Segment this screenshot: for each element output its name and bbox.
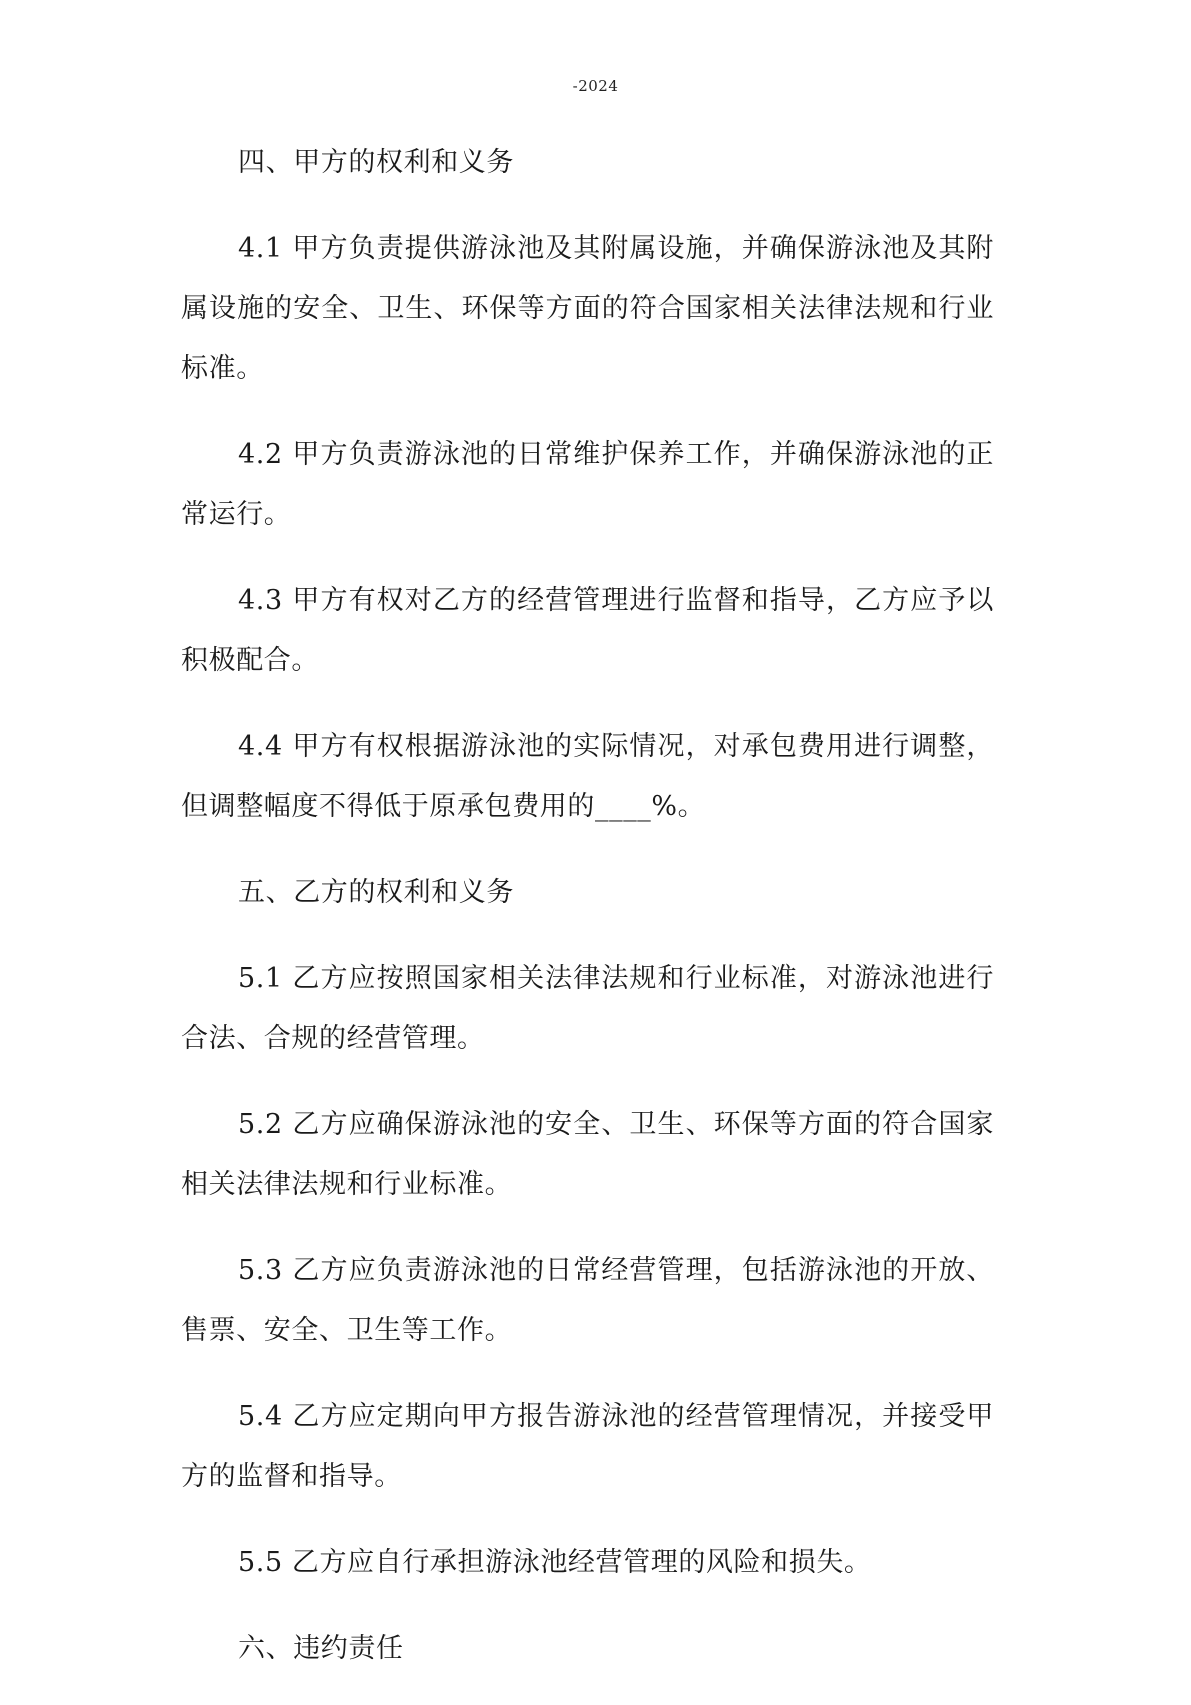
clause-4-1: 4.1 甲方负责提供游泳池及其附属设施，并确保游泳池及其附属设施的安全、卫生、环保等方面的符合国家相关法律法规和行业标准。: [181, 233, 994, 384]
clause-5-4: 5.4 乙方应定期向甲方报告游泳池的经营管理情况，并接受甲方的监督和指导。: [181, 1401, 994, 1492]
clause-5-2: 5.2 乙方应确保游泳池的安全、卫生、环保等方面的符合国家相关法律法规和行业标准。: [181, 1109, 994, 1200]
clause-4-4: 4.4 甲方有权根据游泳池的实际情况，对承包费用进行调整，但调整幅度不得低于原承包费用的____%。: [181, 731, 994, 822]
clause-5-1: 5.1 乙方应按照国家相关法律法规和行业标准，对游泳池进行合法、合规的经营管理。: [181, 963, 994, 1054]
contract-body: [181, 133, 994, 1705]
section-heading-party-a: 四、甲方的权利和义务: [238, 147, 514, 178]
clause-4-3: 4.3 甲方有权对乙方的经营管理进行监督和指导，乙方应予以积极配合。: [181, 585, 994, 676]
section-heading-party-b: 五、乙方的权利和义务: [238, 877, 514, 908]
page-header-year: -2024: [572, 77, 619, 95]
clause-4-2: 4.2 甲方负责游泳池的日常维护保养工作，并确保游泳池的正常运行。: [181, 439, 994, 530]
clause-5-5: 5.5 乙方应自行承担游泳池经营管理的风险和损失。: [238, 1547, 872, 1578]
section-heading-breach: 六、违约责任: [238, 1633, 404, 1664]
clause-5-3: 5.3 乙方应负责游泳池的日常经营管理，包括游泳池的开放、售票、安全、卫生等工作。: [181, 1255, 994, 1346]
